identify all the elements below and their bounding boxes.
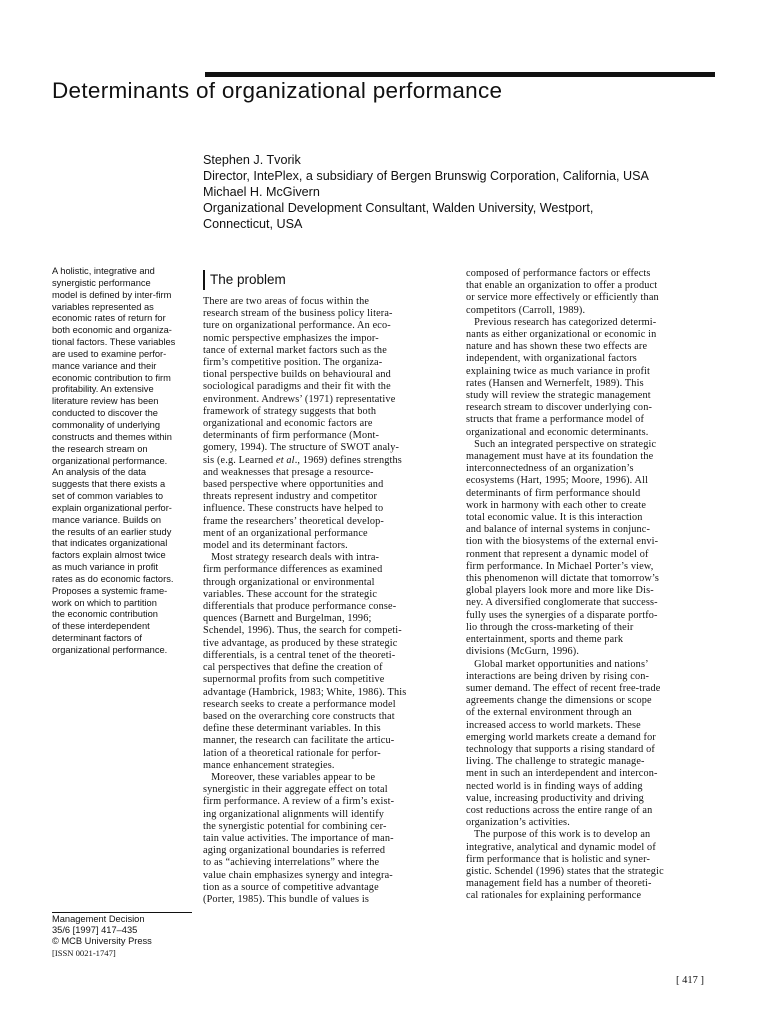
text-line: study will review the strategic management <box>466 390 651 402</box>
text-line: rates (Hansen and Wernerfelt, 1989). This <box>466 377 644 389</box>
text-line: independent, with organizational factors <box>466 353 637 365</box>
journal-name: Management Decision <box>52 914 145 924</box>
text-line: determinants of firm performance (Mont- <box>203 430 380 442</box>
journal-issn: [ISSN 0021-1747] <box>52 947 116 958</box>
text-line: research seeks to create a performance model <box>203 698 396 710</box>
text-line: tional perspective builds on behavioural and <box>203 369 391 381</box>
text-line: gomery, 1994). The structure of SWOT analy- <box>203 442 400 454</box>
text-line: divisions (McGurn, 1996). <box>466 646 580 658</box>
text-line: aging organizational boundaries is referred <box>203 845 386 857</box>
text-line: Moreover, these variables appear to be <box>203 771 376 783</box>
article-title: Determinants of organizational performance <box>52 78 503 103</box>
text-line: lation of a theoretical rationale for perfor- <box>203 747 381 759</box>
text-line: quences (Barnett and Burgelman, 1996; <box>203 613 372 625</box>
author-name: Michael H. McGivern <box>203 185 320 199</box>
text-line: nants as either organizational or economic in <box>466 329 657 341</box>
text-line: entertainment, sports and theme park <box>466 634 624 646</box>
author-affiliation: Organizational Development Consultant, Walden University, Westport, <box>203 201 594 215</box>
text-line: sis (e.g. Learned et al., 1969) defines strengths <box>203 454 402 466</box>
author-block <box>203 152 723 232</box>
text-line: living. The challenge to strategic manage- <box>466 756 645 768</box>
text-line: ing organizational alignments will identify <box>203 808 385 820</box>
abstract-line: synergistic performance <box>52 277 151 288</box>
text-line: organizational and economic factors are <box>203 418 373 430</box>
abstract-line: An analysis of the data <box>52 467 147 478</box>
title-rule <box>205 72 715 77</box>
abstract-line: profitability. An extensive <box>52 384 154 395</box>
text-line: Previous research has categorized determi- <box>466 316 657 328</box>
text-line: tion as a source of competitive advantage <box>203 881 379 893</box>
abstract-line: factors explain almost twice <box>52 550 166 561</box>
text-line: Schendel, 1996). Thus, the search for competi- <box>203 625 402 637</box>
body-column-1 <box>203 296 458 906</box>
author-affiliation: Connecticut, USA <box>203 217 303 231</box>
text-line: based on the overarching core constructs that <box>203 710 395 722</box>
text-line: environment. Andrews’ (1971) representative <box>203 393 396 405</box>
text-line: advantage (Hambrick, 1983; White, 1986). This <box>203 686 407 698</box>
text-line: ment of an organizational performance <box>203 527 368 539</box>
text-line: cost reductions across the entire range of an <box>466 804 653 816</box>
text-line: nature and has shown these two effects are <box>466 341 648 353</box>
abstract-line: commonality of underlying <box>52 419 160 430</box>
abstract-line: Proposes a systemic frame- <box>52 585 168 596</box>
text-line: firm performance that is holistic and syner- <box>466 853 651 865</box>
text-line: nomic perspective emphasizes the impor- <box>203 332 379 344</box>
text-line: value chain emphasizes synergy and integra- <box>203 869 393 881</box>
text-line: agreements change the dimensions or scope <box>466 695 652 707</box>
text-line: tain value activities. The importance of man- <box>203 832 394 844</box>
text-line: synergistic in their aggregate effect on total <box>203 784 388 796</box>
text-line: fully uses the synergies of a disparate portfo- <box>466 609 658 621</box>
text-line: define these determinant variables. In this <box>203 723 381 735</box>
text-line: organization’s activities. <box>466 817 570 829</box>
text-line: research stream of the business policy litera- <box>203 308 393 320</box>
journal-volume: 35/6 [1997] 417–435 <box>52 925 138 936</box>
text-line: sumer demand. The effect of recent free-trade <box>466 682 661 694</box>
abstract-line: organizational performance. <box>52 455 168 466</box>
text-line: The purpose of this work is to develop an <box>466 829 651 841</box>
text-line: explaining twice as much variance in profit <box>466 365 651 377</box>
text-line: variables. These account for the strategic <box>203 588 378 600</box>
text-line: technology that supports a rising standard of <box>466 743 655 755</box>
text-line: differentials that produce performance conse- <box>203 601 397 613</box>
abstract <box>52 266 192 657</box>
text-line: ronment that represent a dynamic model of <box>466 548 649 560</box>
text-line: firm performance differences as examined <box>203 564 383 576</box>
text-line: ment in such an interdependent and intercon- <box>466 768 658 780</box>
text-line: tive advantage, as produced by these strategic <box>203 637 398 649</box>
text-line: value, increasing productivity and driving <box>466 792 644 804</box>
abstract-line: determinant factors of <box>52 633 142 644</box>
abstract-line: set of common variables to <box>52 491 164 502</box>
text-line: influence. These constructs have helped to <box>203 503 384 515</box>
text-line: increased access to world markets. These <box>466 719 641 731</box>
text-line: supernormal profits from such competitive <box>203 674 385 686</box>
text-line: ecosystems (Hart, 1995; Moore, 1996). All <box>466 475 649 487</box>
abstract-line: both economic and organiza- <box>52 325 172 336</box>
text-line: management field has a number of theoreti- <box>466 878 652 890</box>
text-line: work in harmony with each other to create <box>466 499 647 511</box>
text-line: Such an integrated perspective on strategic <box>466 438 657 450</box>
text-line: the synergistic potential for combining cer- <box>203 820 387 832</box>
text-line: research stream to discover underlying con- <box>466 402 653 414</box>
abstract-line: as much variance in profit <box>52 562 158 573</box>
body-column-2 <box>466 268 718 903</box>
abstract-line: conducted to discover the <box>52 408 158 419</box>
text-line: differentials, is a central tenet of the theoreti- <box>203 649 396 661</box>
abstract-line: of these interdependent <box>52 621 150 632</box>
text-line: ture on organizational performance. An eco- <box>203 320 391 332</box>
text-line: global players look more and more like Dis- <box>466 585 654 597</box>
text-line: through organizational or environmental <box>203 576 375 588</box>
text-line: interactions are being driven by rising con- <box>466 670 650 682</box>
abstract-line: economic contribution to firm <box>52 372 171 383</box>
text-line: composed of performance factors or effects <box>466 268 651 279</box>
text-line: (Porter, 1985). This bundle of values is <box>203 893 369 905</box>
text-line: this phenomenon will dictate that tomorrow’s <box>466 573 660 585</box>
abstract-line: the research stream on <box>52 443 148 454</box>
text-line: framework of strategy suggests that both <box>203 405 377 417</box>
text-line: interconnectedness of an organization’s <box>466 463 634 475</box>
text-line: and balance of internal systems in conjunc- <box>466 524 651 536</box>
text-line: There are two areas of focus within the <box>203 296 370 307</box>
text-line: lio through the cross-marketing of their <box>466 621 634 633</box>
text-line: management must have at its foundation the <box>466 451 654 463</box>
text-line: structs that frame a performance model of <box>466 414 645 426</box>
text-line: model and its determinant factors. <box>203 540 348 552</box>
text-line: emerging world markets create a demand for <box>466 731 656 743</box>
text-line: and weaknesses that presage a resource- <box>203 466 374 478</box>
text-line: gistic. Schendel (1996) states that the strategic <box>466 865 664 877</box>
abstract-line: literature review has been <box>52 396 159 407</box>
author-affiliation: Director, IntePlex, a subsidiary of Bergen Brunswig Corporation, California, USA <box>203 169 649 183</box>
abstract-line: A holistic, integrative and <box>52 266 155 276</box>
abstract-line: work on which to partition <box>52 597 157 608</box>
text-line: of the external environment through an <box>466 707 632 719</box>
abstract-line: are used to examine perfor- <box>52 348 167 359</box>
journal-copyright: © MCB University Press <box>52 936 152 947</box>
author-name: Stephen J. Tvorik <box>203 153 301 167</box>
abstract-line: the economic contribution <box>52 609 158 620</box>
abstract-line: that indicates organizational <box>52 538 168 549</box>
text-line: Global market opportunities and nations’ <box>466 658 649 670</box>
abstract-line: mance variance and their <box>52 360 157 371</box>
text-line: manner, the research can facilitate the articu- <box>203 735 395 747</box>
text-line: Most strategy research deals with intra- <box>203 552 380 564</box>
text-line: integrative, analytical and dynamic model of <box>466 841 656 853</box>
page-number: [ 417 ] <box>676 975 704 986</box>
abstract-line: explain organizational perfor- <box>52 502 172 513</box>
text-line: that enable an organization to offer a product <box>466 280 658 292</box>
text-line: firm performance. A review of a firm’s exist- <box>203 796 395 808</box>
text-line: mance enhancement strategies. <box>203 759 335 771</box>
abstract-line: the results of an earlier study <box>52 526 172 537</box>
abstract-line: mance variance. Builds on <box>52 514 162 525</box>
abstract-line: constructs and themes within <box>52 431 172 442</box>
text-line: frame the researchers’ theoretical develop- <box>203 515 384 527</box>
text-line: to as “achieving interrelations” where the <box>203 857 380 869</box>
text-line: tance of external market factors such as the <box>203 344 387 356</box>
text-line: threats represent industry and competitor <box>203 491 378 503</box>
text-line: competitors (Carroll, 1989). <box>466 304 586 316</box>
footer-rule <box>52 912 192 913</box>
section-heading: The problem <box>203 270 286 290</box>
text-line: nected world is in finding ways of adding <box>466 780 643 792</box>
abstract-line: rates as do economic factors. <box>52 573 174 584</box>
text-line: firm performance. In Michael Porter’s view, <box>466 560 654 572</box>
text-line: firm’s competitive position. The organiza- <box>203 357 383 369</box>
text-line: ney. A diversified conglomerate that success- <box>466 597 658 609</box>
text-line: tion with the biosystems of the external envi- <box>466 536 659 548</box>
text-line: total economic value. It is this interaction <box>466 512 643 524</box>
abstract-line: model is defined by inter-firm <box>52 289 172 300</box>
text-line: sociological paradigms and their fit with the <box>203 381 391 393</box>
abstract-line: organizational performance. <box>52 645 168 655</box>
abstract-line: tional factors. These variables <box>52 337 176 348</box>
text-line: organizational and economic determinants. <box>466 426 649 438</box>
journal-footer <box>52 914 202 959</box>
abstract-line: economic rates of return for <box>52 313 166 324</box>
text-line: cal rationales for explaining performance <box>466 890 642 902</box>
text-line: or service more effectively or efficiently than <box>466 292 659 304</box>
text-line: cal perspectives that define the creation of <box>203 662 383 674</box>
abstract-line: variables represented as <box>52 301 154 312</box>
abstract-line: suggests that there exists a <box>52 479 166 490</box>
text-line: based perspective where opportunities and <box>203 479 384 491</box>
text-line: determinants of firm performance should <box>466 487 641 499</box>
